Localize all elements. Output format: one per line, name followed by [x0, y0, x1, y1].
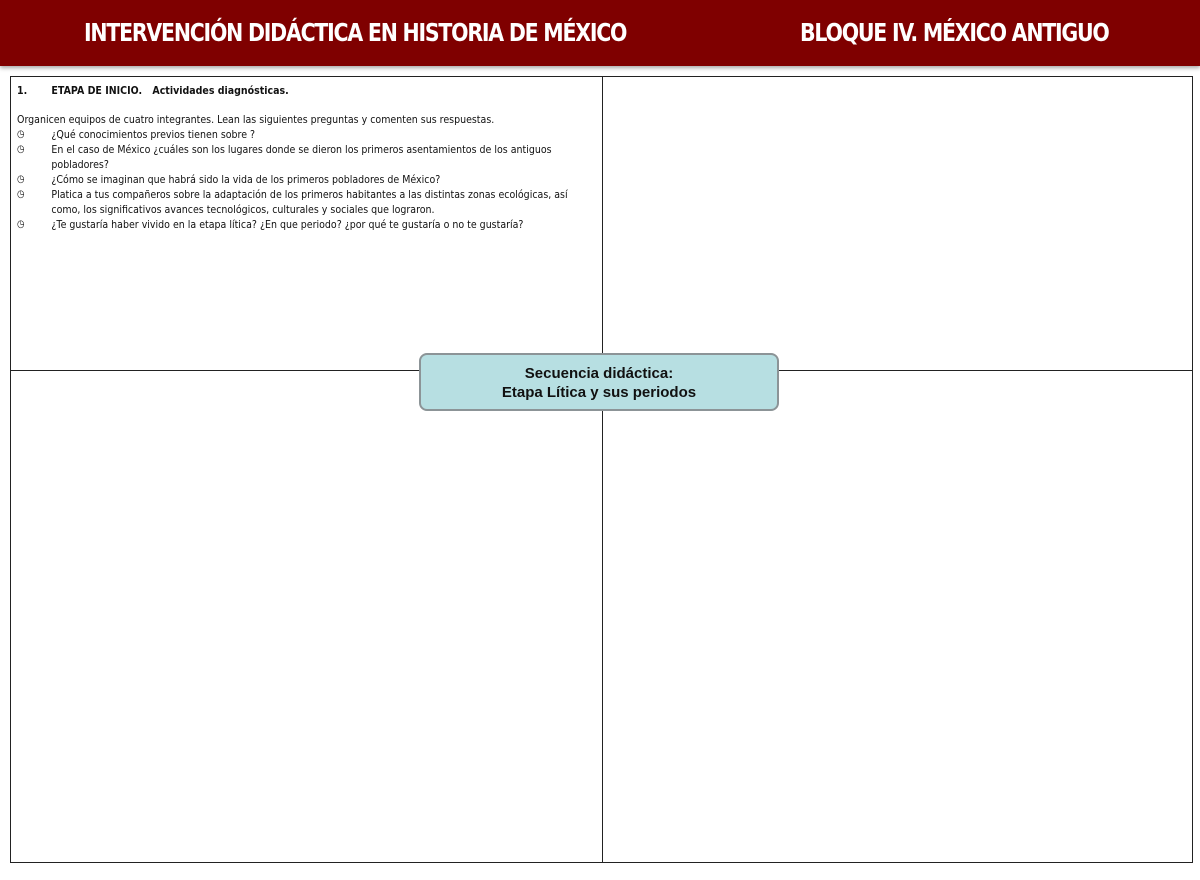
list-item: [17, 127, 595, 142]
stage-number: 1.: [17, 84, 28, 97]
sequence-title-line1: Secuencia didáctica:: [524, 365, 674, 382]
cell-top-left: [17, 83, 595, 232]
question-text: Platica a tus compañeros sobre la adaptación de los primeros habitantes a las distintas zonas ecológicas, así como, los significativos avances tecnológicos, culturales y sociales que lograron.: [51, 188, 568, 216]
clock-icon: ◷: [17, 189, 25, 200]
clock-icon: ◷: [17, 129, 25, 140]
stage-subtitle: Actividades diagnósticas.: [152, 84, 289, 97]
question-text: ¿Cómo se imaginan que habrá sido la vida de los primeros pobladores de México?: [51, 173, 441, 186]
sequence-title-box: [419, 353, 779, 411]
stage-title: ETAPA DE INICIO.: [51, 84, 143, 97]
clock-icon: ◷: [17, 219, 25, 230]
header-title-right: BLOQUE IV. MÉXICO ANTIGUO: [800, 18, 1109, 47]
list-item: [17, 142, 595, 172]
list-item: [17, 187, 595, 217]
question-text: En el caso de México ¿cuáles son los lugares donde se dieron los primeros asentamientos de los antiguos pobladores?: [51, 143, 552, 171]
list-item: [17, 172, 595, 187]
clock-icon: ◷: [17, 144, 25, 155]
question-list: [17, 127, 595, 232]
question-text: ¿Te gustaría haber vivido en la etapa lítica? ¿En que periodo? ¿por qué te gustaría o no te gustaría?: [51, 218, 524, 231]
header-title-left: INTERVENCIÓN DIDÁCTICA EN HISTORIA DE MÉXICO: [84, 18, 627, 47]
sequence-title-line2: Etapa Lítica y sus periodos: [501, 384, 697, 401]
intro-text: Organicen equipos de cuatro integrantes. Lean las siguientes preguntas y comenten sus respuestas.: [17, 113, 495, 126]
stage-heading: [17, 83, 595, 98]
clock-icon: ◷: [17, 174, 25, 185]
question-text: ¿Qué conocimientos previos tienen sobre ?: [51, 128, 256, 141]
table-vertical-divider: [602, 77, 603, 862]
list-item: [17, 217, 595, 232]
four-quadrant-table: [10, 76, 1193, 863]
header-bar: [0, 0, 1200, 66]
